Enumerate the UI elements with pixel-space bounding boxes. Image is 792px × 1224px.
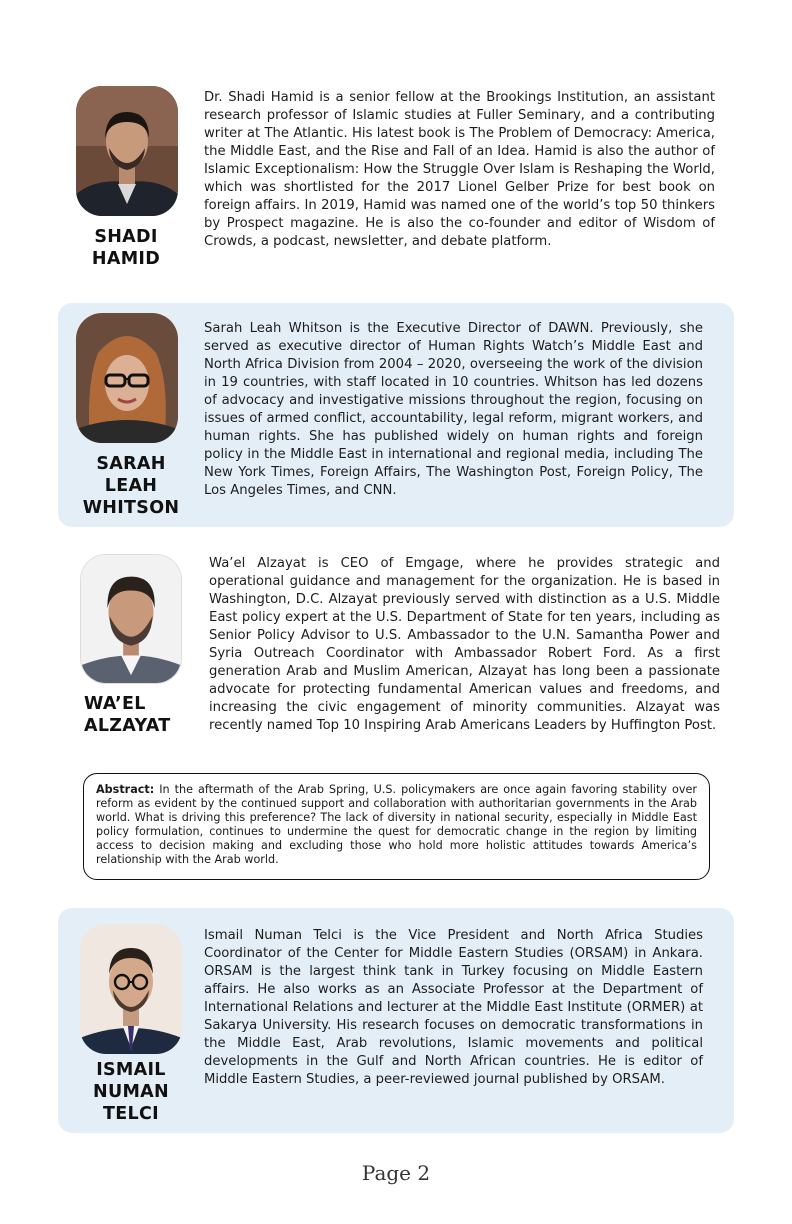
name-line: WHITSON <box>82 498 180 518</box>
name-line: ISMAIL <box>96 1060 166 1080</box>
portrait-shadi-hamid <box>76 86 178 216</box>
name-line: SHADI <box>94 227 158 247</box>
name-line: WA’EL <box>84 694 146 714</box>
bio-text: Sarah Leah Whitson is the Executive Director of DAWN. Previously, she served as executive director of Human Rights Watch’s Middle East and North Africa Division from 2004 – 2020, overseeing the work of the division in 19 countries, with staff located in 10 countries. Whitson has led dozens of advocacy and investigative missions throughout the region, focusing on issues of armed conflict, accountability, legal reform, migrant workers, and human rights. She has published widely on human rights and foreign policy in the Middle East in international and regional media, including The New York Times, Foreign Affairs, The Washington Post, Foreign Policy, The Los Angeles Times, and CNN. <box>204 321 703 498</box>
person-bio <box>204 927 703 1089</box>
name-line: ALZAYAT <box>84 716 171 736</box>
portrait-wael-alzayat <box>80 554 182 684</box>
name-line: TELCI <box>103 1104 159 1124</box>
person-name <box>70 1059 192 1125</box>
person-name <box>70 226 182 270</box>
abstract-box <box>83 773 710 880</box>
bio-text: Wa’el Alzayat is CEO of Emgage, where he provides strategic and operational guidance and management for the organization. He is based in Washington, D.C. Alzayat previously served with distinction as a U.S. Middle East policy expert at the U.S. Department of State for ten years, including as Senior Policy Advisor to U.S. Ambassador to the U.N. Samantha Power and Syria Outreach Coordinator with Ambassador Robert Ford. As a first generation Arab and Muslim American, Alzayat has long been a passionate advocate for protecting fundamental American values and freedoms, and increasing the civic engagement of minority communities. Alzayat was recently named Top 10 Inspiring Arab Americans Leaders by Huffington Post. <box>209 556 720 733</box>
abstract-label: Abstract: <box>96 783 155 796</box>
page-number: Page 2 <box>361 1161 431 1185</box>
person-bio <box>204 320 703 500</box>
name-line: SARAH <box>96 454 166 474</box>
bio-text: Dr. Shadi Hamid is a senior fellow at the Brookings Institution, an assistant research professor of Islamic studies at Fuller Seminary, and a contributing writer at The Atlantic. His latest book is The Problem of Democracy: America, the Middle East, and the Rise and Fall of an Idea. Hamid is also the author of Islamic Exceptionalism: How the Struggle Over Islam is Reshaping the World, which was shortlisted for the 2017 Lionel Gelber Prize for best book on foreign affairs. In 2019, Hamid was named one of the world’s top 50 thinkers by Prospect magazine. He is also the co-founder and editor of Wisdom of Crowds, a podcast, newsletter, and debate platform. <box>204 90 715 249</box>
abstract-text: In the aftermath of the Arab Spring, U.S. policymakers are once again favoring stability over reform as evident by the continued support and collaboration with authoritarian governments in the Arab world. What is driving this preference? The lack of diversity in national security, especially in Middle East policy formulation, continues to undermine the quest for democratic change in the region by limiting access to decision making and excluding those who hold more holistic attitudes towards America’s relationship with the Arab world. <box>96 783 697 866</box>
name-line: HAMID <box>91 249 161 269</box>
portrait-ismail-numan-telci <box>80 924 182 1054</box>
person-name <box>74 693 194 737</box>
person-bio <box>209 555 720 735</box>
person-name <box>70 453 192 519</box>
name-line: NUMAN <box>93 1082 169 1102</box>
person-bio <box>204 89 715 251</box>
bio-text: Ismail Numan Telci is the Vice President and North Africa Studies Coordinator of the Center for Middle Eastern Studies (ORSAM) in Ankara. ORSAM is the largest think tank in Turkey focusing on Middle Eastern affairs. He also works as an Associate Professor at the Department of International Relations and lecturer at the Middle East Institute (ORMER) at Sakarya University. His research focuses on democratic transformations in the Middle East, Arab revolutions, Islamic movements and political developments in the Gulf and North African countries. He is editor of Middle Eastern Studies, a peer-reviewed journal published by ORSAM. <box>204 928 703 1087</box>
portrait-sarah-leah-whitson <box>76 313 178 443</box>
name-line: LEAH <box>104 476 158 496</box>
